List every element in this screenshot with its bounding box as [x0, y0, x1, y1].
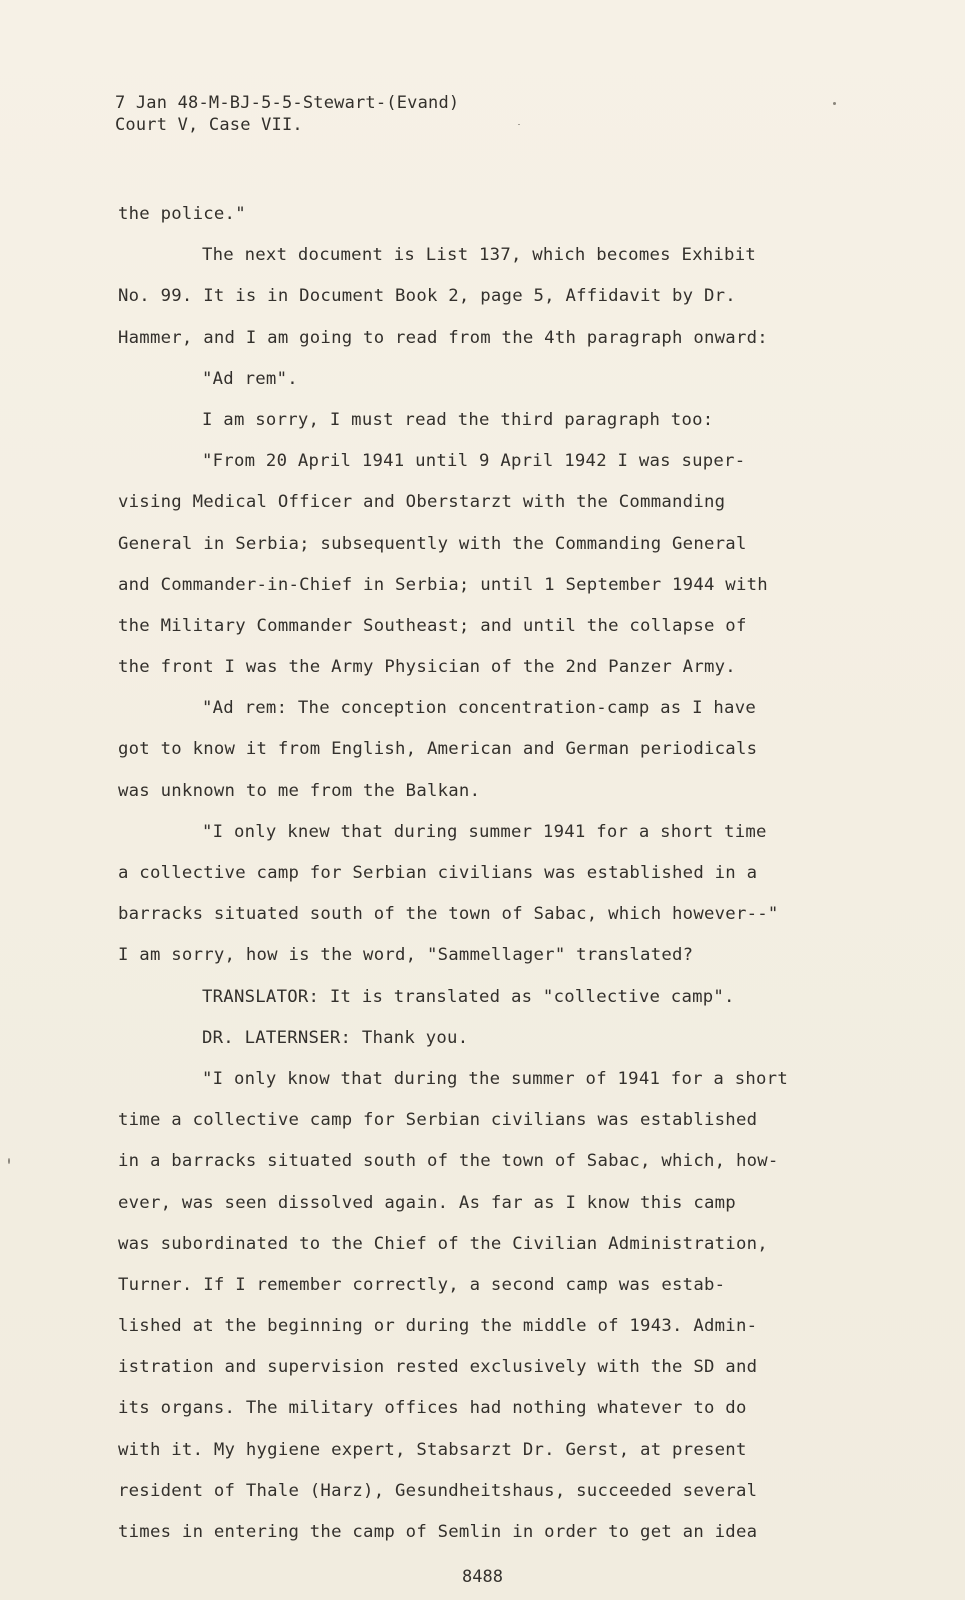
- text-line: DR. LATERNSER: Thank you.: [202, 1027, 469, 1048]
- text-line: vising Medical Officer and Oberstarzt with the Commanding: [118, 492, 726, 513]
- text-line: got to know it from English, American and German periodicals: [118, 739, 758, 760]
- text-line: barracks situated south of the town of Sabac, which however--": [118, 904, 779, 925]
- text-line: "I only know that during the summer of 1941 for a short: [202, 1068, 788, 1089]
- text-line: ever, was seen dissolved again. As far as I know this camp: [118, 1192, 736, 1213]
- text-line: "Ad rem: The conception concentration-camp as I have: [202, 698, 757, 719]
- text-line: lished at the beginning or during the middle of 1943. Admin-: [118, 1316, 758, 1337]
- text-line: I am sorry, how is the word, "Sammellager" translated?: [118, 945, 694, 966]
- text-line: times in entering the camp of Semlin in order to get an idea: [118, 1522, 758, 1542]
- text-line: "From 20 April 1941 until 9 April 1942 I was super-: [202, 451, 746, 472]
- text-line: resident of Thale (Harz), Gesundheitshaus, succeeded several: [118, 1480, 758, 1501]
- paper-speck: [8, 1158, 10, 1164]
- transcript-body: [118, 194, 918, 1553]
- document-header: [115, 92, 459, 136]
- text-line: Hammer, and I am going to read from the 4th paragraph onward:: [118, 327, 768, 348]
- text-line: a collective camp for Serbian civilians was established in a: [118, 863, 758, 883]
- text-line: "I only knew that during summer 1941 for a short time: [202, 821, 767, 842]
- text-line: was subordinated to the Chief of the Civilian Administration,: [118, 1233, 768, 1254]
- text-line: the police.": [118, 204, 246, 224]
- text-line: TRANSLATOR: It is translated as "collective camp".: [202, 986, 735, 1007]
- text-line: the front I was the Army Physician of the 2nd Panzer Army.: [118, 657, 736, 678]
- text-line: in a barracks situated south of the town of Sabac, which, how-: [118, 1151, 779, 1172]
- text-line: time a collective camp for Serbian civilians was established: [118, 1110, 758, 1131]
- text-line: The next document is List 137, which becomes Exhibit: [202, 245, 757, 266]
- text-line: "Ad rem".: [202, 368, 298, 389]
- text-line: the Military Commander Southeast; and until the collapse of: [118, 615, 747, 636]
- header-line-2: Court V, Case VII.: [115, 115, 303, 135]
- paper-speck: [518, 124, 520, 125]
- text-line: and Commander-in-Chief in Serbia; until 1 September 1944 with: [118, 574, 768, 595]
- header-line-1: 7 Jan 48-M-BJ-5-5-Stewart-(Evand): [115, 93, 460, 113]
- page-number: 8488: [462, 1567, 503, 1587]
- text-line: was unknown to me from the Balkan.: [118, 780, 481, 801]
- paper-speck: [833, 102, 836, 105]
- text-line: its organs. The military offices had nothing whatever to do: [118, 1398, 747, 1419]
- text-line: Turner. If I remember correctly, a second camp was estab-: [118, 1274, 726, 1295]
- text-line: with it. My hygiene expert, Stabsarzt Dr. Gerst, at present: [118, 1439, 747, 1460]
- text-line: istration and supervision rested exclusively with the SD and: [118, 1357, 758, 1378]
- text-line: General in Serbia; subsequently with the Commanding General: [118, 533, 747, 554]
- text-line: No. 99. It is in Document Book 2, page 5, Affidavit by Dr.: [118, 286, 736, 307]
- text-line: I am sorry, I must read the third paragraph too:: [202, 409, 714, 430]
